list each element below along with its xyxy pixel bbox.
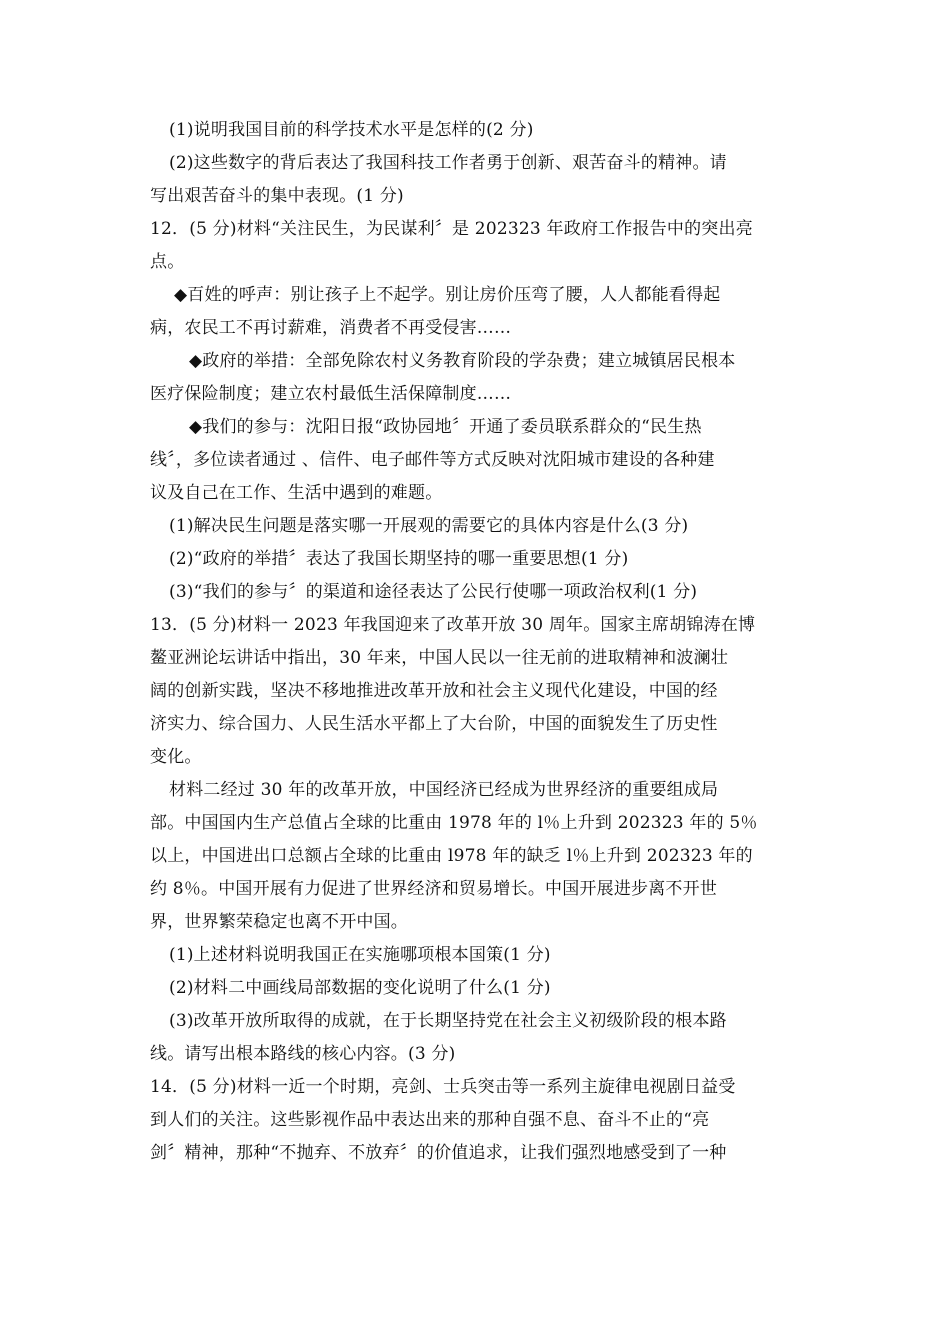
text-line-5: 点。: [150, 252, 185, 272]
material-two-paragraph: 材料二经过 30 年的改革开放，中国经济已经成为世界经济的重要组成局: [169, 780, 719, 800]
question-12-part-3: (3)“我们的参与〞的渠道和途径表达了公民行使哪一项政治权利(1 分): [169, 582, 698, 602]
question-12-part-2: (2)“政府的举措〞表达了我国长期坚持的哪一重要思想(1 分): [169, 549, 629, 569]
text-line-31: 到人们的关注。这些影视作品中表达出来的那种自强不息、奋斗不止的“亮: [150, 1110, 710, 1130]
text-line-22: 部。中国国内生产总值占全球的比重由 1978 年的 l％上升到 202323 年的 5％: [150, 813, 758, 833]
text-line-19: 济实力、综合国力、人民生活水平都上了大台阶，中国的面貌发生了历史性: [150, 714, 718, 734]
question-13-part-3: (3)改革开放所取得的成就，在于长期坚持党在社会主义初级阶段的根本路: [169, 1011, 727, 1031]
question-13-part-1: (1)上述材料说明我国正在实施哪项根本国策(1 分): [169, 945, 551, 965]
text-line-1: (1)说明我国目前的科学技术水平是怎样的(2 分): [169, 120, 534, 140]
text-line-18: 阔的创新实践，坚决不移地推进改革开放和社会主义现代化建设，中国的经: [150, 681, 718, 701]
text-line-29: 线。请写出根本路线的核心内容。(3 分): [150, 1044, 456, 1064]
question-12-heading: 12．(5 分)材料“关注民生，为民谋利〞是 202323 年政府工作报告中的突出亮: [150, 219, 753, 239]
question-13-part-2: (2)材料二中画线局部数据的变化说明了什么(1 分): [169, 978, 551, 998]
question-14-heading: 14．(5 分)材料一近一个时期，亮剑、士兵突击等一系列主旋律电视剧日益受: [150, 1077, 736, 1097]
question-12-part-1: (1)解决民生问题是落实哪一开展观的需要它的具体内容是什么(3 分): [169, 516, 689, 536]
bullet-our-participation: ◆我们的参与：沈阳日报“政协园地〞开通了委员联系群众的“民生热: [189, 417, 702, 437]
text-line-23: 以上，中国进出口总额占全球的比重由 l978 年的缺乏 l％上升到 202323 年的: [150, 846, 753, 866]
text-line-9: 医疗保险制度；建立农村最低生活保障制度……: [150, 384, 512, 404]
bullet-government-measures: ◆政府的举措：全部免除农村义务教育阶段的学杂费；建立城镇居民根本: [189, 351, 736, 371]
text-line-20: 变化。: [150, 747, 202, 767]
text-line-32: 剑〞精神，那种“不抛弃、不放弃〞的价值追求，让我们强烈地感受到了一种: [150, 1143, 727, 1163]
text-line-17: 鳌亚洲论坛讲话中指出，30 年来，中国人民以一往无前的进取精神和波澜壮: [150, 648, 729, 668]
text-line-7: 病，农民工不再讨薪难，消费者不再受侵害……: [150, 318, 512, 338]
text-line-24: 约 8％。中国开展有力促进了世界经济和贸易增长。中国开展进步离不开世: [150, 879, 718, 899]
text-line-12: 议及自己在工作、生活中遇到的难题。: [150, 483, 443, 503]
bullet-people-voice: ◆百姓的呼声：别让孩子上不起学。别让房价压弯了腰，人人都能看得起: [174, 285, 721, 305]
text-line-2: (2)这些数字的背后表达了我国科技工作者勇于创新、艰苦奋斗的精神。请: [169, 153, 727, 173]
question-13-heading: 13．(5 分)材料一 2023 年我国迎来了改革开放 30 周年。国家主席胡锦涛在博: [150, 615, 756, 635]
text-line-25: 界，世界繁荣稳定也离不开中国。: [150, 912, 408, 932]
text-line-3: 写出艰苦奋斗的集中表现。(1 分): [150, 186, 404, 206]
text-line-11: 线〞，多位读者通过 、信件、电子邮件等方式反映对沈阳城市建设的各种建: [150, 450, 715, 470]
